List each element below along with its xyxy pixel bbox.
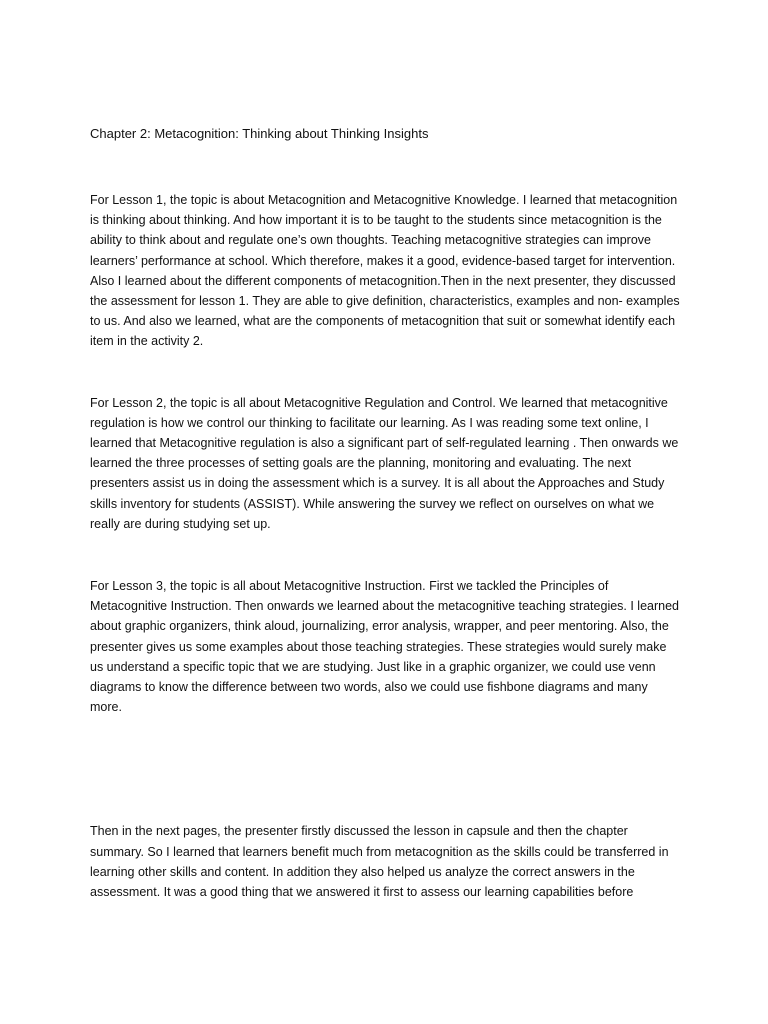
document-body: [90, 124, 680, 902]
paragraph-lesson-1: For Lesson 1, the topic is about Metacognition and Metacognitive Knowledge. I learned that metacognition is thinking about thinking. And how important it is to be taught to the students since metacognition is the ability to think about and regulate one’s own thoughts. Teaching metacognitive strategies can improve learners’ performance at school. Which therefore, makes it a good, evidence-based target for intervention. Also I learned about the different components of metacognition.Then in the next presenter, they discussed the assessment for lesson 1. They are able to give definition, characteristics, examples and non- examples to us. And also we learned, what are the components of metacognition that suit or somewhat identify each item in the activity 2.: [90, 193, 680, 349]
chapter-title: Chapter 2: Metacognition: Thinking about Thinking Insights: [90, 126, 429, 141]
paragraph-lesson-2: For Lesson 2, the topic is all about Metacognitive Regulation and Control. We learned that metacognitive regulation is how we control our thinking to facilitate our learning. As I was reading some text online, I learned that Metacognitive regulation is also a significant part of self-regulated learning . Then onwards we learned the three processes of setting goals are the planning, monitoring and evaluating. The next presenters assist us in doing the assessment which is a survey. It is all about the Approaches and Study skills inventory for students (ASSIST). While answering the survey we reflect on ourselves on what we really are during studying set up.: [90, 395, 679, 531]
paragraph-summary: Then in the next pages, the presenter firstly discussed the lesson in capsule and then the chapter summary. So I learned that learners benefit much from metacognition as the skills could be transferred in learning other skills and content. In addition they also helped us analyze the correct answers in the assessment. It was a good thing that we answered it first to assess our learning capabilities before: [90, 824, 669, 900]
paragraph-lesson-3: For Lesson 3, the topic is all about Metacognitive Instruction. First we tackled the Principles of Metacognitive Instruction. Then onwards we learned about the metacognitive teaching strategies. I learned about graphic organizers, think aloud, journalizing, error analysis, wrapper, and peer mentoring. Also, the presenter gives us some examples about those teaching strategies. These strategies would surely make us understand a specific topic that we are studying. Just like in a graphic organizer, we could use venn diagrams to know the difference between two words, also we could use fishbone diagrams and many more.: [90, 579, 680, 715]
